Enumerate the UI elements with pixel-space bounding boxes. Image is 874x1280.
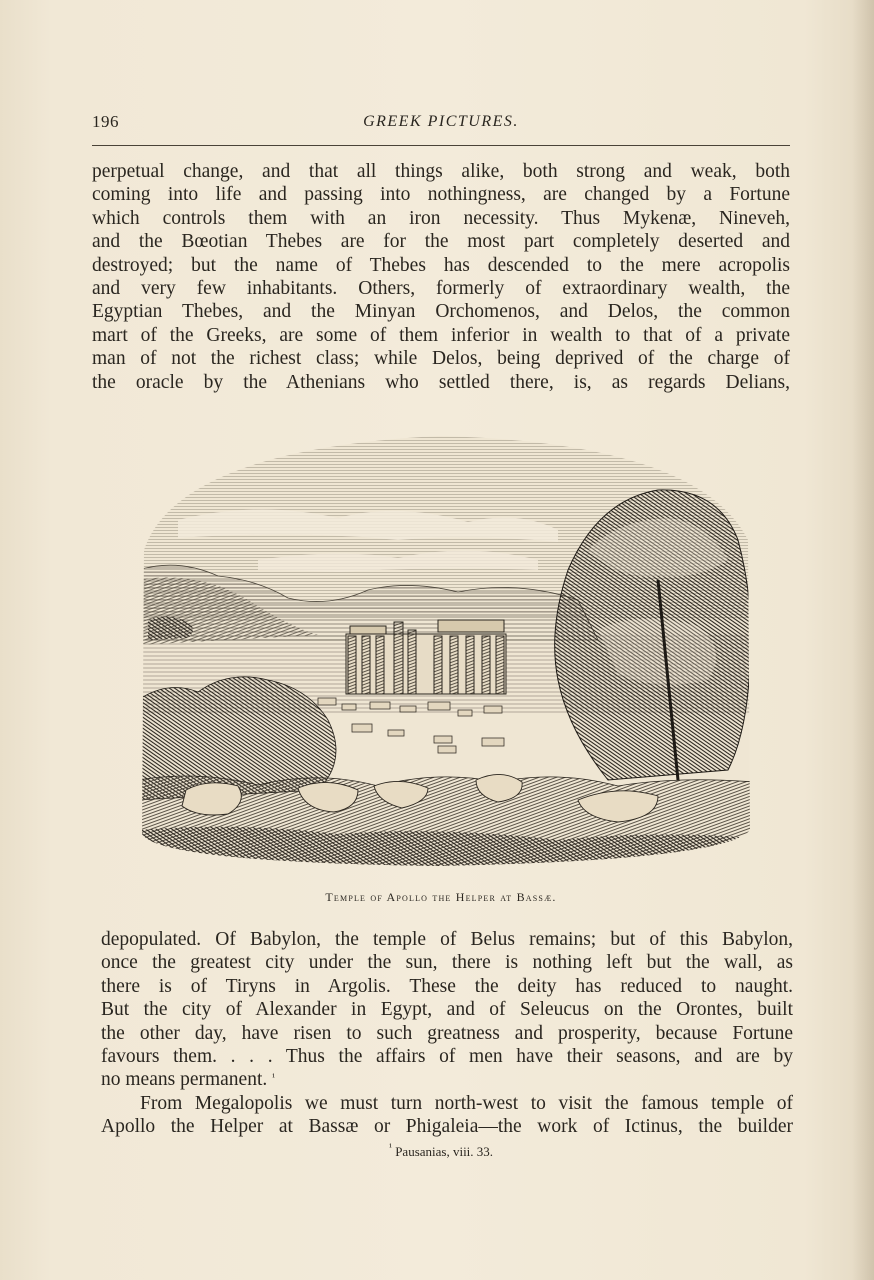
header-rule bbox=[92, 145, 790, 146]
text-line: depopulated. Of Babylon, the temple of Belus remains; but of this Babylon, bbox=[101, 929, 793, 950]
figure-caption: Temple of Apollo the Helper at Bassæ. bbox=[325, 890, 557, 904]
text-line: once the greatest city under the sun, there is nothing left but the wall, as bbox=[101, 952, 793, 974]
text-line: mart of the Greeks, are some of them inferior in wealth to that of a private bbox=[92, 324, 790, 346]
running-title: GREEK PICTURES. bbox=[363, 113, 519, 130]
text-line bbox=[101, 1068, 793, 1091]
text-line-content: no means permanent. bbox=[101, 1069, 268, 1091]
text-line: favours them. . . . Thus the affairs of men have their seasons, and are by bbox=[101, 1046, 793, 1068]
text-line: destroyed; but the name of Thebes has descended to the mere acropolis bbox=[92, 254, 790, 276]
text-line: the other day, have risen to such greatness and prosperity, because Fortune bbox=[101, 1022, 793, 1044]
text-line: Apollo the Helper at Bassæ or Phigaleia—the work of Ictinus, the builder bbox=[101, 1116, 793, 1138]
page-number: 196 bbox=[92, 112, 119, 131]
body-text-top bbox=[92, 160, 790, 394]
text-line: there is of Tiryns in Argolis. These the deity has reduced to naught. bbox=[101, 975, 793, 997]
text-line: Egyptian Thebes, and the Minyan Orchomenos, and Delos, the common bbox=[92, 301, 790, 323]
text-line: and the Bœotian Thebes are for the most part completely deserted and bbox=[92, 231, 790, 253]
footnote-text: Pausanias, viii. 33. bbox=[395, 1144, 494, 1159]
footnote-reference[interactable]: ¹ bbox=[272, 1072, 276, 1084]
text-line: the oracle by the Athenians who settled there, is, as regards Delians, bbox=[92, 371, 790, 393]
running-head bbox=[92, 110, 790, 134]
text-line: From Megalopolis we must turn north-west to visit the famous temple of bbox=[140, 1092, 793, 1114]
text-line: But the city of Alexander in Egypt, and of Seleucus on the Orontes, built bbox=[101, 999, 793, 1021]
body-text-bottom bbox=[101, 928, 793, 1139]
text-line: coming into life and passing into nothingness, are changed by a Fortune bbox=[92, 184, 790, 206]
text-line: man of not the richest class; while Delos, being deprived of the charge of bbox=[92, 348, 790, 370]
page-edge-shadow bbox=[852, 0, 874, 1280]
text-line: perpetual change, and that all things alike, both strong and weak, both bbox=[92, 161, 790, 182]
footnote bbox=[92, 1144, 790, 1160]
text-line: and very few inhabitants. Others, formerly of extraordinary wealth, the bbox=[92, 278, 790, 300]
text-line: which controls them with an iron necessity. Thus Mykenæ, Nineveh, bbox=[92, 207, 790, 229]
engraving-temple-illustration bbox=[138, 430, 754, 868]
footnote-marker: ¹ bbox=[388, 1142, 392, 1153]
